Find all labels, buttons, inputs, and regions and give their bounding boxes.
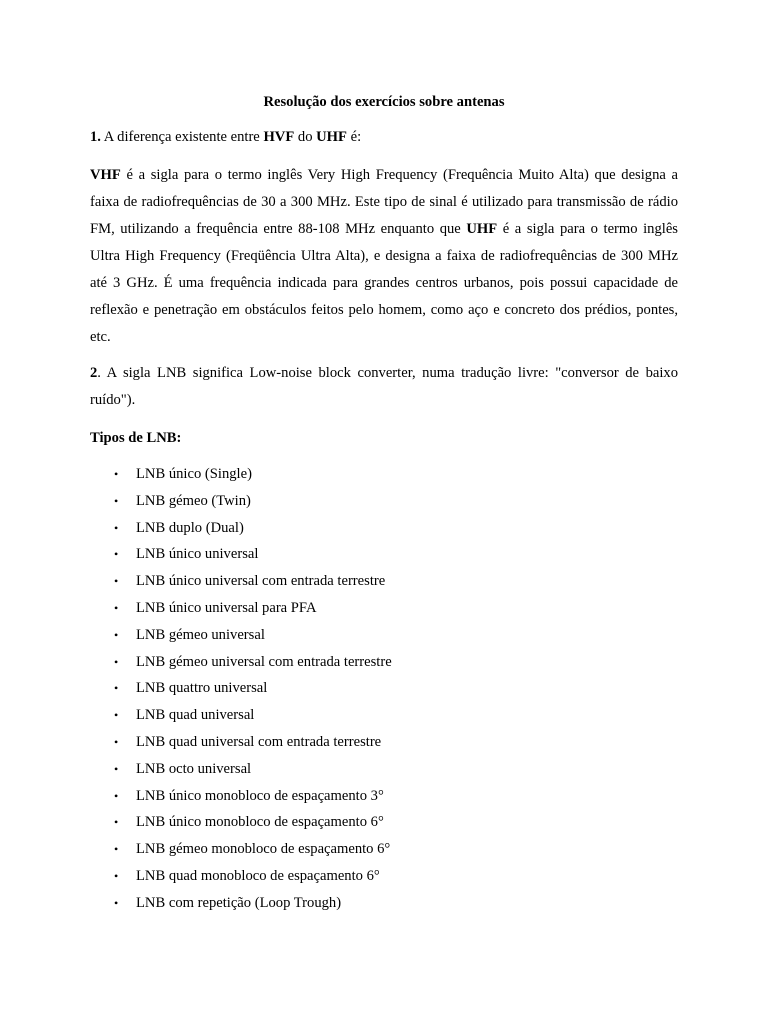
lnb-types-heading: Tipos de LNB: bbox=[90, 430, 182, 446]
question-2-number: 2 bbox=[90, 365, 98, 381]
question-1-text-a: A diferença existente entre bbox=[100, 129, 264, 145]
list-item-label: LNB único universal bbox=[136, 546, 259, 563]
term-uhf-bold: UHF bbox=[466, 221, 498, 237]
bullet-icon: • bbox=[114, 520, 119, 535]
question-1 bbox=[90, 128, 678, 146]
list-item-label: LNB quad monobloco de espaçamento 6° bbox=[136, 867, 380, 884]
bullet-icon: • bbox=[114, 574, 119, 589]
list-item bbox=[90, 595, 392, 622]
list-item bbox=[90, 702, 392, 729]
bullet-icon: • bbox=[114, 708, 119, 723]
bullet-icon: • bbox=[114, 788, 119, 803]
term-uhf: UHF bbox=[316, 129, 347, 145]
list-item-label: LNB octo universal bbox=[136, 760, 252, 777]
list-item bbox=[90, 783, 392, 810]
list-item-label: LNB único monobloco de espaçamento 3° bbox=[136, 787, 384, 804]
list-item bbox=[90, 649, 392, 676]
list-item bbox=[90, 890, 392, 917]
question-2-text: . A sigla LNB significa Low-noise block converter, numa tradução livre: "conversor de baixo ruído"). bbox=[90, 365, 678, 408]
list-item-label: LNB quattro universal bbox=[136, 680, 268, 697]
list-item bbox=[90, 461, 392, 488]
vhf-paragraph-text-a: é a sigla para o termo inglês Very High Frequency (Frequência Muito Alta) que designa a faixa de radiofrequências de 30 a 300 MHz. Este tipo de sinal é utilizado para transmissão de rádio FM, utilizando a frequência entre 88-108 MHz enquanto que bbox=[90, 167, 678, 237]
bullet-icon: • bbox=[114, 761, 119, 776]
bullet-icon: • bbox=[114, 493, 119, 508]
bullet-icon: • bbox=[114, 467, 119, 481]
bullet-icon: • bbox=[114, 734, 119, 749]
bullet-icon: • bbox=[114, 600, 119, 615]
list-item-label: LNB único universal com entrada terrestre bbox=[136, 573, 386, 590]
list-item-label: LNB gémeo universal com entrada terrestre bbox=[136, 653, 392, 670]
question-1-number: 1. bbox=[90, 129, 101, 145]
list-item bbox=[90, 863, 392, 890]
list-item bbox=[90, 729, 392, 756]
list-item bbox=[90, 541, 392, 568]
list-item-label: LNB com repetição (Loop Trough) bbox=[136, 894, 342, 911]
list-item bbox=[90, 568, 392, 595]
list-item bbox=[90, 809, 392, 836]
list-item-label: LNB gémeo (Twin) bbox=[136, 492, 251, 509]
list-item-label: LNB gémeo universal bbox=[136, 626, 265, 643]
bullet-icon: • bbox=[114, 627, 119, 642]
vhf-paragraph-text-b: é a sigla para o termo inglês Ultra High Frequency (Freqüência Ultra Alta), e designa a faixa de radiofrequências de 300 MHz até 3 GHz. É uma frequência indicada para grandes centros urbanos, pois possui capacidade de reflexão e penetração em obstáculos feitos pelo homem, como aço e concreto dos prédios, pontes, etc. bbox=[90, 221, 678, 345]
list-item bbox=[90, 836, 392, 863]
question-1-text-b: do bbox=[294, 129, 317, 145]
question-1-text-c: é: bbox=[346, 129, 362, 145]
bullet-icon: • bbox=[114, 547, 119, 562]
list-item-label: LNB quad universal com entrada terrestre bbox=[136, 733, 382, 750]
list-item bbox=[90, 622, 392, 649]
list-item bbox=[90, 675, 392, 702]
list-item-label: LNB duplo (Dual) bbox=[136, 519, 244, 536]
document-title: Resolução dos exercícios sobre antenas bbox=[263, 94, 505, 110]
question-2 bbox=[90, 360, 678, 414]
term-vhf-bold: VHF bbox=[90, 167, 121, 183]
list-item-label: LNB quad universal bbox=[136, 707, 255, 724]
list-item bbox=[90, 488, 392, 515]
lnb-types-list bbox=[90, 461, 392, 917]
bullet-icon: • bbox=[114, 815, 119, 830]
bullet-icon: • bbox=[114, 654, 119, 669]
list-item-label: LNB único (Single) bbox=[136, 466, 252, 482]
bullet-icon: • bbox=[114, 681, 119, 696]
list-item bbox=[90, 515, 392, 542]
term-hvf: HVF bbox=[263, 129, 295, 145]
list-item-label: LNB único monobloco de espaçamento 6° bbox=[136, 814, 384, 831]
list-item-label: LNB único universal para PFA bbox=[136, 599, 317, 616]
list-item-label: LNB gémeo monobloco de espaçamento 6° bbox=[136, 841, 391, 858]
vhf-uhf-paragraph bbox=[90, 162, 678, 351]
list-item bbox=[90, 756, 392, 783]
bullet-icon: • bbox=[114, 842, 119, 857]
bullet-icon: • bbox=[114, 895, 119, 910]
bullet-icon: • bbox=[114, 868, 119, 883]
